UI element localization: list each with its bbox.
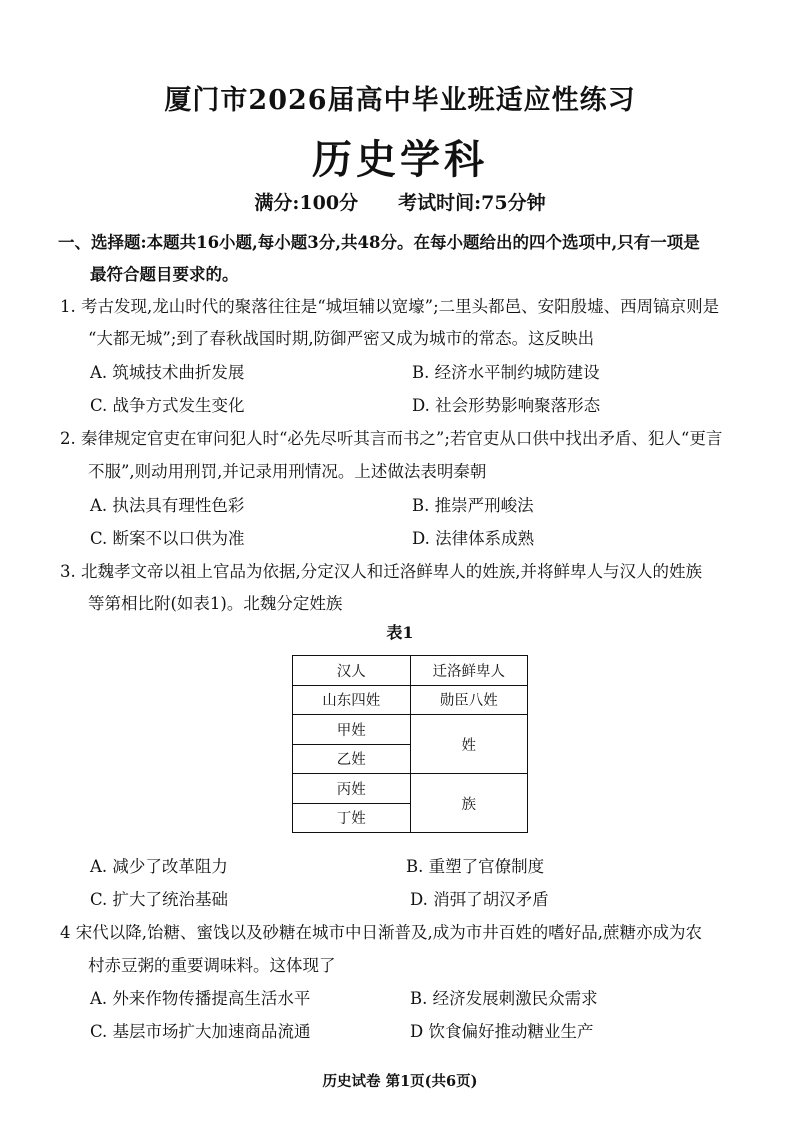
section-intro-line1: 一、选择题:本题共16小题,每小题3分,共48分。在每小题给出的四个选项中,只有一项是 — [58, 233, 700, 252]
table-1 — [292, 655, 528, 833]
q4-stem-line2: 村赤豆粥的重要调味料。这体现了 — [88, 956, 336, 975]
table-header-xianbei: 迁洛鲜卑人 — [410, 656, 528, 686]
table-cell: 族 — [410, 774, 528, 833]
table-cell: 甲姓 — [293, 715, 411, 745]
q4-stem-line1: 4 宋代以降,饴糖、蜜饯以及砂糖在城市中日渐普及,成为市井百姓的嗜好品,蔗糖亦成为农 — [60, 923, 702, 942]
q2-option-b: B. 推崇严刑峻法 — [412, 496, 534, 515]
table-row — [293, 774, 528, 804]
q2-option-d: D. 法律体系成熟 — [412, 529, 535, 548]
q2-stem-line1: 2. 秦律规定官吏在审问犯人时“必先尽听其言而书之”;若官吏从口供中找出矛盾、犯人“更言 — [60, 429, 723, 448]
q4-option-d: D 饮食偏好推动糖业生产 — [410, 1022, 594, 1041]
q1-option-c: C. 战争方式发生变化 — [90, 396, 245, 415]
q4-option-c: C. 基层市场扩大加速商品流通 — [90, 1022, 311, 1041]
subject-title: 历史学科 — [312, 136, 488, 183]
q1-stem-line1: 1. 考古发现,龙山时代的聚落往往是“城垣辅以宽壕”;二里头都邑、安阳殷墟、西周镐京则是 — [60, 297, 720, 316]
page-footer: 历史试卷 第1页(共6页) — [322, 1073, 478, 1090]
table-row — [293, 715, 528, 745]
section-intro-line2: 最符合题目要求的。 — [90, 265, 239, 284]
q1-option-a: A. 筑城技术曲折发展 — [90, 363, 245, 382]
table-cell: 勋臣八姓 — [410, 685, 528, 715]
q4-option-a: A. 外来作物传播提高生活水平 — [90, 989, 311, 1008]
q4-option-b: B. 经济发展刺激民众需求 — [410, 989, 598, 1008]
q1-option-b: B. 经济水平制约城防建设 — [412, 363, 600, 382]
exam-meta — [0, 188, 800, 215]
table-1-caption: 表1 — [386, 623, 414, 642]
table-cell: 山东四姓 — [293, 685, 411, 715]
table-cell: 丁姓 — [293, 803, 411, 833]
q2-option-c: C. 断案不以口供为准 — [90, 529, 245, 548]
q3-option-d: D. 消弭了胡汉矛盾 — [410, 890, 549, 909]
table-cell: 乙姓 — [293, 744, 411, 774]
q3-stem-line1: 3. 北魏孝文帝以祖上官品为依据,分定汉人和迁洛鲜卑人的姓族,并将鲜卑人与汉人的姓族 — [60, 562, 702, 581]
q1-option-d: D. 社会形势影响聚落形态 — [412, 396, 601, 415]
q2-option-a: A. 执法具有理性色彩 — [90, 496, 245, 515]
q3-option-a: A. 减少了改革阻力 — [90, 857, 228, 876]
full-score: 满分:100分 — [254, 192, 359, 214]
table-header-han: 汉人 — [293, 656, 411, 686]
q1-stem-line2: “大都无城”;到了春秋战国时期,防御严密又成为城市的常态。这反映出 — [88, 329, 595, 348]
q2-stem-line2: 不服”,则动用刑罚,并记录用刑情况。上述做法表明秦朝 — [88, 462, 487, 481]
table-row — [293, 656, 528, 686]
exam-title: 厦门市2026届高中毕业班适应性练习 — [164, 85, 636, 116]
q3-option-c: C. 扩大了统治基础 — [90, 890, 229, 909]
q3-stem-line2: 等第相比附(如表1)。北魏分定姓族 — [88, 594, 343, 613]
table-cell: 姓 — [410, 715, 528, 774]
table-cell: 丙姓 — [293, 774, 411, 804]
q3-option-b: B. 重塑了官僚制度 — [406, 857, 545, 876]
table-row — [293, 685, 528, 715]
exam-time: 考试时间:75分钟 — [398, 192, 546, 214]
